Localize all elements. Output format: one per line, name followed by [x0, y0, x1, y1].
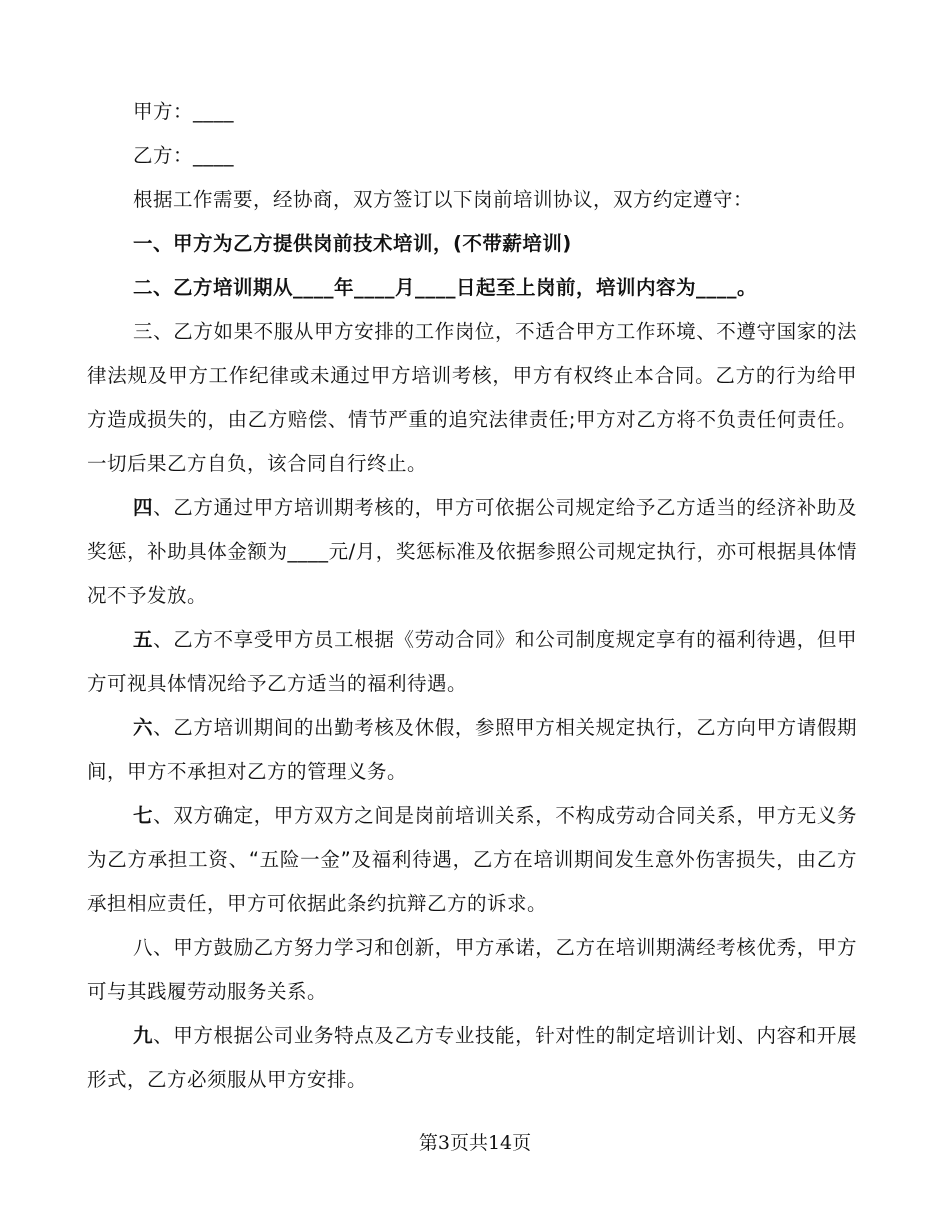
clause-7: [87, 794, 857, 926]
clause-5-number: 五: [133, 628, 154, 651]
clause-4: [87, 486, 857, 618]
clause-7-number: 七: [133, 804, 154, 827]
clause-7-text: 、双方确定，甲方双方之间是岗前培训关系，不构成劳动合同关系，甲方无义务为乙方承担工资、“五险一金”及福利待遇，乙方在培训期间发生意外伤害损失，由乙方承担相应责任，甲方可依据此条约抗辩乙方的诉求。: [87, 804, 857, 915]
party-b-line: 乙方：____: [133, 144, 235, 167]
clause-5: [87, 618, 857, 706]
party-a-line: 甲方：____: [133, 100, 235, 123]
clause-6: [87, 706, 857, 794]
clause-3: 三、乙方如果不服从甲方安排的工作岗位，不适合甲方工作环境、不遵守国家的法律法规及甲方工作纪律或未通过甲方培训考核，甲方有权终止本合同。乙方的行为给甲方造成损失的，由乙方赔偿、情节严重的追究法律责任;甲方对乙方将不负责任何责任。一切后果乙方自负，该合同自行终止。: [87, 320, 857, 475]
clause-6-text: 、乙方培训期间的出勤考核及休假，参照甲方相关规定执行，乙方向甲方请假期间，甲方不承担对乙方的管理义务。: [87, 716, 857, 783]
clause-9-number: 九: [133, 1024, 154, 1047]
clause-6-number: 六: [133, 716, 154, 739]
clause-2: 二、乙方培训期从____年____月____日起至上岗前，培训内容为____。: [133, 276, 758, 299]
clause-9: [87, 1014, 857, 1102]
clause-9-text: 、甲方根据公司业务特点及乙方专业技能，针对性的制定培训计划、内容和开展形式，乙方必须服从甲方安排。: [87, 1024, 857, 1091]
clause-8: 八、甲方鼓励乙方努力学习和创新，甲方承诺，乙方在培训期满经考核优秀，甲方可与其践履劳动服务关系。: [87, 936, 857, 1003]
clause-5-text: 、乙方不享受甲方员工根据《劳动合同》和公司制度规定享有的福利待遇，但甲方可视具体情况给予乙方适当的福利待遇。: [87, 628, 857, 695]
clause-4-number: 四: [133, 496, 154, 519]
clause-1: 一、甲方为乙方提供岗前技术培训，(不带薪培训): [133, 232, 572, 255]
document-body: [87, 90, 857, 1102]
intro-line: 根据工作需要，经协商，双方签订以下岗前培训协议，双方约定遵守：: [133, 188, 754, 211]
clause-4-text: 、乙方通过甲方培训期考核的，甲方可依据公司规定给予乙方适当的经济补助及奖惩，补助具体金额为____元/月，奖惩标准及依据参照公司规定执行，亦可根据具体情况不予发放。: [87, 496, 857, 607]
page-number-footer: 第3页共14页: [418, 1132, 532, 1154]
